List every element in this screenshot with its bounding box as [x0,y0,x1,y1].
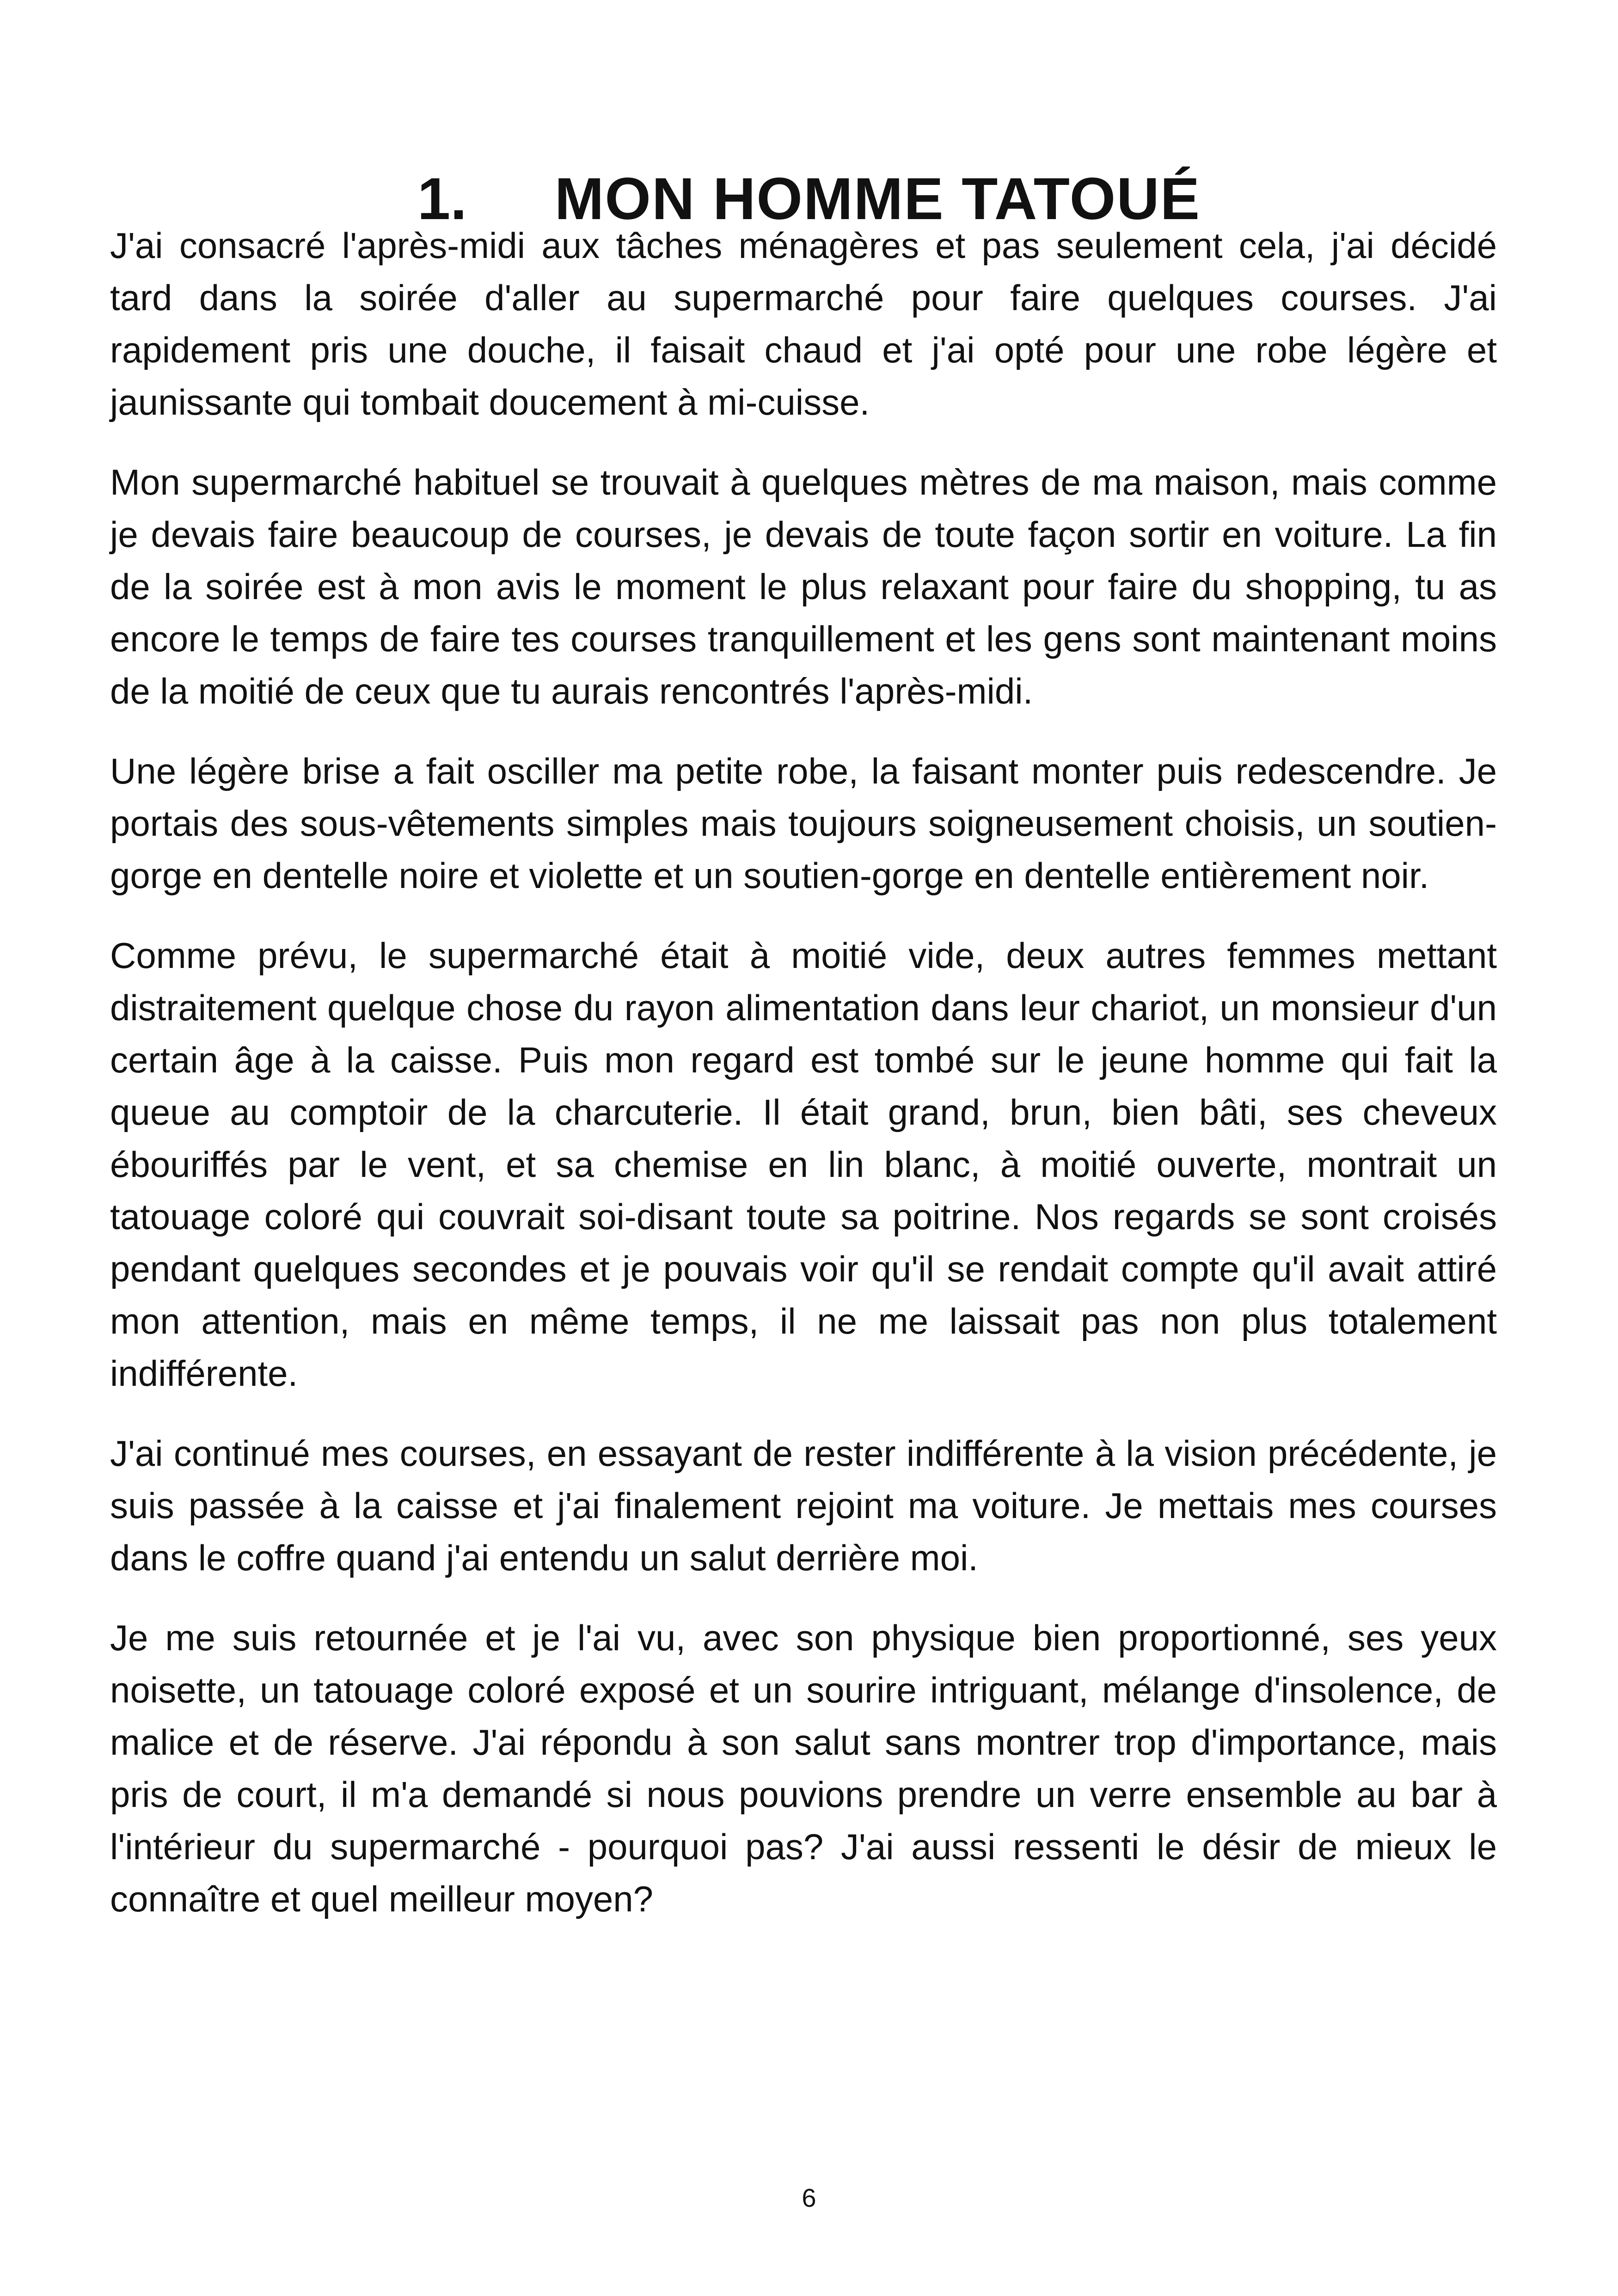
paragraph-2: Mon supermarché habituel se trouvait à quelques mètres de ma maison, mais comme je devais faire beaucoup de courses, je devais de toute façon sortir en voiture. La fin de la soirée est à mon avis le moment le plus relaxant pour faire du shopping, tu as encore le temps de faire tes courses tranquillement et les gens sont maintenant moins de la moitié de ceux que tu aurais rencontrés l'après-midi. [110,462,1497,711]
paragraph-6: Je me suis retournée et je l'ai vu, avec son physique bien proportionné, ses yeux noisette, un tatouage coloré exposé et un sourire intriguant, mélange d'insolence, de malice et de réserve. J'ai répondu à son salut sans montrer trop d'importance, mais pris de court, il m'a demandé si nous pouvions prendre un verre ensemble au bar à l'intérieur du supermarché - pourquoi pas? J'ai aussi ressenti le désir de mieux le connaître et quel meilleur moyen? [110,1617,1497,1919]
page-number: 6 [802,2183,816,2212]
paragraph-5: J'ai continué mes courses, en essayant de rester indifférente à la vision précédente, je suis passée à la caisse et j'ai finalement rejoint ma voiture. Je mettais mes courses dans le coffre quand j'ai entendu un salut derrière moi. [110,1433,1497,1578]
paragraph-1: J'ai consacré l'après-midi aux tâches ménagères et pas seulement cela, j'ai décidé tard dans la soirée d'aller au supermarché pour faire quelques courses. J'ai rapidement pris une douche, il faisait chaud et j'ai opté pour une robe légère et jaunissante qui tombait doucement à mi-cuisse. [110,225,1497,422]
chapter-number: 1. [417,165,467,232]
chapter-title: MON HOMME TATOUÉ [554,165,1201,232]
paragraph-4: Comme prévu, le supermarché était à moitié vide, deux autres femmes mettant distraitement quelque chose du rayon alimentation dans leur chariot, un monsieur d'un certain âge à la caisse. Puis mon regard est tombé sur le jeune homme qui fait la queue au comptoir de la charcuterie. Il était grand, brun, bien bâti, ses cheveux ébouriffés par le vent, et sa chemise en lin blanc, à moitié ouverte, montrait un tatouage coloré qui couvrait soi-disant toute sa poitrine. Nos regards se sont croisés pendant quelques secondes et je pouvais voir qu'il se rendait compte qu'il avait attiré mon attention, mais en même temps, il ne me laissait pas non plus totalement indifférente. [110,935,1497,1394]
chapter-body [110,220,1497,1953]
paragraph-3: Une légère brise a fait osciller ma petite robe, la faisant monter puis redescendre. Je portais des sous-vêtements simples mais toujours soigneusement choisis, un soutien-gorge en dentelle noire et violette et un soutien-gorge en dentelle entièrement noir. [110,751,1497,896]
